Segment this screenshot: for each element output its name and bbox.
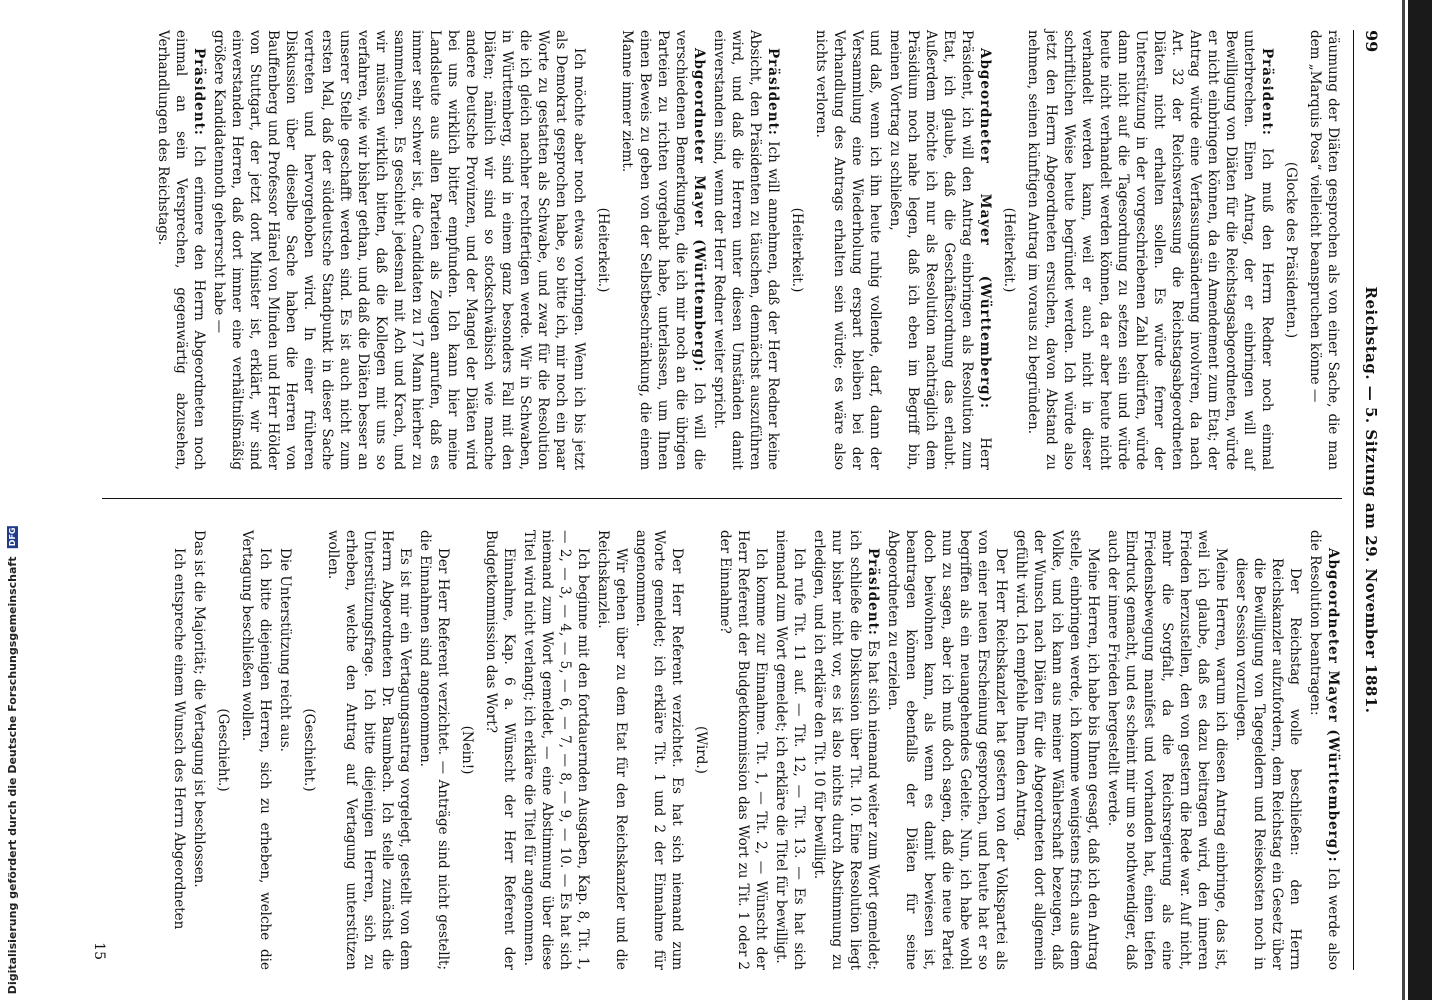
paragraph-text: Ich muß den Herrn Redner noch einmal unterbrechen. Einen Antrag, der er einbringen will auf Bewilligung von Diäten für die Reichstagsabgeordneten, würde er nicht einbringen können, da ein Amendement zum Etat; der Antrag würde eine Verfassungsänderung involviren, da nach Art. 32 der Reichsverfassung die Reichstagsabgeordneten Diäten nicht erhalten sollen. Es würde ferner der Unterstützung in der vorgeschriebenen Zahl bedürfen, würde dann nicht auf die Tagesordnung zu setzen sein und würde heute nicht verhandelt werden können, da er aber heute nicht verhandelt werden kann, weil er auch nicht in dieser schriftlichen Weise heute begründet werden. Ich würde also jetzt den Herrn Abgeordneten ersuchen, davon Abstand zu nehmen, seinen künftigen Antrag im voraus zu begründen. (1025, 30, 1275, 471)
paragraph (710, 30, 782, 470)
paragraph-text: (Geschieht.) (301, 708, 317, 792)
paragraph-text: Ich möchte aber noch etwas vorbringen. Wenn ich bis jetzt als Demokrat gesprochen habe, so bitte ich, mir noch ein paar Worte zu gestatten als Schwabe, und zwar für die Resolution die ich gleich nachher rechtfertigen werde. Wir in Schwaben, in Württemberg, sind in einem ganz besonders Fall mit den Diäten; nämlich wir sind so stockschwäbisch wie manche andere Deutsche Provinzen, und der Mangel der Diäten wird bei uns wirklich bitter empfunden. Ich kann hier meine Landsleute aus allen Parteien als Zeugen anrufen, daß es immer sehr schwer ist, die Candidaten zu 17 Mann hierher zu sammelungen. Es geschieht jedesmal mit Ach und Krach, und wir müssen wirklich bitten, daß die Kollegen mit uns so verfahren, wie wir bisher gethan, und daß die Diäten besser an unserer Stelle geschafft werden sind. Es ist auch nicht zum ersten Mal, daß der süddeutsche Standpunkt in dieser Sache vertreten und hervorgehoben wird. In einer früheren Diskussion über dieselbe Sache haben die Herren von Bauffenberg und Professor Hänel von Minden und Herr Hölder von Stuttgart, der jetzt dort Minister ist, erklärt, wir sind einverstanden Herren, daß dort immer eine verhältnißmäßig größere Kandidatennoth geherrscht habe — (211, 30, 587, 470)
paragraph (1306, 30, 1342, 470)
paragraph-text: Die Unterstützung reicht aus. (277, 548, 293, 752)
credit-text (6, 526, 19, 994)
paragraph-text: (Wird.) (693, 726, 709, 774)
paragraph-text: Ich beginne mit den fortdauernden Ausgaben, Kap. 8, Tit. 1, — 2, — 3, — 4, — 5, — 6, — 7, — 8, — 9, — 10. — Es hat sich niemand zum Wort gemeldet, — eine Abstimmung über diese Titel wird nicht verlangt; ich erkläre die Titel für angenommen. (521, 530, 591, 970)
paragraph (324, 530, 414, 970)
paragraph-text: Ich will annehmen, daß der Herr Redner keine Absicht, den Präsidenten zu täuschen, demnächst auszuführen wird, und daß die Herren unter diesen Umständen damit einverstanden sind, wenn der Herr Redner weiter spricht. (711, 30, 781, 470)
paragraph-text: Wir gehen über zu dem Etat für den Reichskanzler und die Reichskanzlei. (595, 530, 629, 970)
paragraph (300, 530, 318, 970)
paragraph-text: (Geschieht.) (215, 708, 231, 792)
paragraph-text: Das ist die Majorität; die Vertagung ist beschlossen. (191, 530, 207, 888)
paragraph-text: Ich will die verschiedenen Bemerkungen, die ich mir noch an die übrigen Parteien zu richten vorgehabt habe, unterlassen, um Ihnen einen Beweis zu geben von der Selbstbeschränkung, die einem Manne immer ziemt. (619, 30, 707, 470)
left-column (152, 30, 1342, 470)
paragraph-text: Es ist mir ein Vertagungsantrag vorgelegt, gestellt von dem Herrn Abgeordneten Dr. Baumbach. Ich stelle zunächst die Unterstützungsfrage. Ich bitte diejenigen Herren, sich zu erheben, welche den Antrag auf Vertagung unterstützen wollen. (325, 530, 413, 970)
paragraph-text: Es hat sich niemand weiter zum Wort gemeldet; ich schließe die Diskussion über Tit. 10. Eine Resolution liegt nur bisher nicht vor, es ist also nichts durch Abstimmung zu erledigen, und ich erkläre den Tit. 10 für bewilligt. (811, 530, 881, 971)
paragraph (812, 30, 884, 470)
paragraph (190, 530, 208, 970)
paragraph (1306, 530, 1342, 970)
paragraph (886, 30, 994, 470)
page-title: Reichstag. — 5. Sitzung am 29. November 1881. (1362, 286, 1380, 714)
paragraph (520, 530, 592, 970)
paragraph (214, 530, 232, 970)
paragraph-text: Meine Herren, warum ich diesen Antrag einbringe, das ist, weil ich glaube, daß es dazu beitragen wird, den inneren Frieden herzustellen, den von gestern die Rede war. Auf nicht, mehr die Sorgfalt, da die Reichsregierung als eine Friedensbewegung manifest und vorhanden hat, einen tiefen Eindruck gemacht, und es scheint mir um so nothwendiger, daß auch der innere Frieden hergestellt werde. (1105, 530, 1229, 970)
digitization-credit (0, 0, 24, 1000)
paragraph-text: (Heiterkeit.) (1001, 207, 1017, 293)
speaker-name: Präsident: (865, 548, 881, 636)
paragraph-text: Ich werde also die Resolution beantragen: (1307, 530, 1341, 970)
paragraph-text: Der Herr Reichskanzler hat gestern von der Volkspartei als von einer neuen Erscheinung gesprochen, und heute hat er so begriffen als ein neuangehendes Geleite. Nun, ich habe wohl nun zu sagen, aber ich muß doch sagen, daß die neue Partei doch beiwohnen kann, als wenn es damit bewiesen ist, beantragen können ebenfalls der Diäten für seine Abgeordneten zu erzielen. (885, 530, 1009, 970)
paragraph (594, 30, 612, 470)
paragraph (154, 30, 208, 470)
paragraph (594, 530, 630, 970)
paragraph-text: Ich bitte diejenigen Herren, sich zu erheben, welche die Vertagung beschließen wollen. (239, 530, 273, 970)
paragraph (1282, 30, 1300, 470)
paragraph (238, 530, 274, 970)
speaker-name: Präsident: (191, 48, 207, 136)
paragraph (1000, 30, 1018, 470)
speaker-name: Präsident: (1259, 48, 1275, 136)
paragraph (716, 530, 770, 970)
paragraph (692, 530, 710, 970)
speaker-name: Abgeordneter Mayer (Württemberg): (977, 48, 993, 409)
paragraph-text: Ich erinnere den Herrn Abgeordneten noch einmal an sein Versprechen, gegenwärtig abzusehen, Verhandlungen des Reichstags. (155, 30, 207, 471)
paragraph-text: Der Herr Referent verzichtet. Es hat sich niemand zum Worte gemeldet; ich erkläre Tit. 1 und 2 der Einnahme für angenommen. (633, 530, 685, 970)
column-divider (102, 498, 1342, 499)
paragraph-text: Der Reichstag wolle beschließen: den Herrn Reichskanzler aufzufordern, dem Reichstag ein Gesetz über die Bewilligung von Tagegeldern und Reisekosten noch in dieser Session vorzulegen. (1233, 558, 1303, 970)
paragraph-text: (Heiterkeit.) (595, 207, 611, 293)
paragraph (1012, 530, 1102, 970)
paragraph (276, 530, 294, 970)
right-column (168, 530, 1342, 970)
scan-edge (1408, 0, 1432, 1000)
paragraph (482, 530, 518, 970)
paragraph (458, 530, 476, 970)
paragraph (1232, 530, 1304, 970)
paragraph-text: (Glocke des Präsidenten.) (1283, 161, 1299, 339)
credit-label: Digitalisierung gefördert durch die Deutsche Forschungsgemeinschaft (5, 556, 19, 994)
paragraph-text: (Heiterkeit.) (789, 207, 805, 293)
paragraph-text: räumung der Diäten gesprochen als von einer Sache, die man dem „Marquis Posa“ vielleicht beanspruchen könne — (1307, 30, 1341, 470)
paragraph-text: Herr Präsident, ich will den Antrag einbringen als Resolution zum Etat, ich glaube, daß die Geschäftsordnung das erlaubt. Außerdem möchte ich nur als Resolution nachträglich dem Präsidium noch nahe legen, daß ich eben im Begriff bin, meinen Vortrag zu schließen, (887, 30, 993, 470)
paragraph-text: und daß, wenn ich ihn heute ruhig vollende, darf, dann der Versammlung eine Wiederholung erspart bleiben bei der Verhandlung des Antrags erhalten sein würde; es wäre also nichts verloren. (813, 30, 883, 470)
paragraph-text: Meine Herren, ich habe bis Ihnen gesagt, daß ich den Antrag stelle, einbringen werde, ich komme wenigstens frisch aus dem Volke, und ich kann aus meiner Wählerschaft bezeugen, daß der Wunsch nach Diäten für die Abgeordneten dort allgemein gefühlt wird. Ich empfehle Ihnen den Antrag. (1013, 530, 1101, 970)
sheet-signature: 15 (91, 942, 107, 960)
paragraph (170, 530, 188, 970)
paragraph (772, 530, 808, 970)
paragraph (884, 530, 1010, 970)
paragraph (788, 30, 806, 470)
paragraph-text: Der Herr Referent verzichtet. — Anträge sind nicht gestellt; die Einnahmen sind angenommen. (417, 530, 451, 970)
paragraph-text: (Nein!) (459, 725, 475, 775)
speaker-name: Abgeordneter Mayer (Württemberg): (691, 48, 707, 373)
paragraph-text: Ich entspreche einem Wunsch des Herrn Abgeordneten (171, 548, 187, 930)
paragraph-text: Ich komme zur Einnahme. Tit. 1, — Tit. 2, — Wünscht der Herr Referent der Budgetkommission das Wort zu Tit. 1 oder 2 der Einnahme? (717, 530, 769, 970)
paragraph (810, 530, 882, 970)
paragraph (632, 530, 686, 970)
paragraph (618, 30, 708, 470)
speaker-name: Abgeordneter Mayer (Württemberg): (1325, 548, 1341, 863)
paragraph-text: Einnahme, Kap. 6 a. Wünscht der Herr Referent der Budgetkommission das Wort? (483, 530, 517, 970)
page-number: 99 (1362, 30, 1381, 53)
page-header (1353, 30, 1380, 970)
paragraph (416, 530, 452, 970)
paragraph (210, 30, 588, 470)
paragraph-text: Ich rufe Tit. 11 auf. — Tit. 12, — Tit. 13. — Es hat sich niemand zum Wort gemeldet; ich erkläre die Titel für bewilligt. (773, 530, 807, 970)
rotated-page (60, 0, 1390, 1000)
dfg-logo: DFG (7, 527, 17, 547)
paragraph (1024, 30, 1276, 470)
paragraph (1104, 530, 1230, 970)
speaker-name: Präsident: (765, 48, 781, 136)
